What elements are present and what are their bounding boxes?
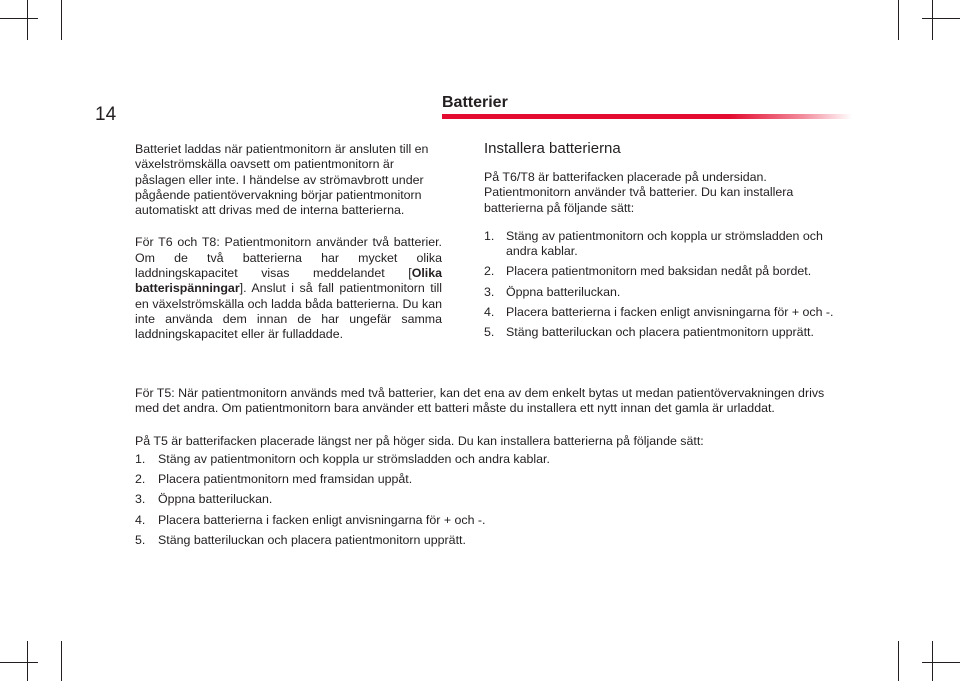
crop-mark-bottom-right-v1: [898, 641, 899, 681]
page-number: 14: [95, 104, 117, 125]
crop-mark-bottom-left-v2: [61, 641, 62, 681]
step-text: Stäng batteriluckan och placera patientmonitorn upprätt.: [158, 533, 466, 548]
step-number: 4.: [135, 512, 146, 527]
crop-mark-bottom-right-v2: [932, 641, 933, 681]
step-number: 1.: [484, 228, 495, 243]
list-item: [135, 452, 835, 467]
crop-mark-top-right-v2: [932, 0, 933, 40]
step-text: Öppna batteriluckan.: [506, 284, 621, 299]
t6-t8-paragraph: [135, 235, 442, 342]
crop-mark-bottom-right-h: [922, 662, 960, 663]
list-item: [484, 305, 854, 320]
crop-mark-top-left-h: [0, 18, 38, 19]
install-heading: Installera batterierna: [484, 140, 621, 157]
step-number: 3.: [135, 492, 146, 507]
step-number: 2.: [135, 472, 146, 487]
step-number: 2.: [484, 264, 495, 279]
section-title: Batterier: [442, 94, 508, 111]
step-text: Stäng av patientmonitorn och koppla ur strömsladden och andra kablar.: [506, 228, 823, 259]
left-column: [135, 142, 442, 343]
step-text: Stäng av patientmonitorn och koppla ur strömsladden och andra kablar.: [158, 451, 550, 466]
step-text: Placera patientmonitorn med baksidan nedåt på bordet.: [506, 264, 812, 279]
crop-mark-top-left-v2: [61, 0, 62, 40]
t5-section: [135, 386, 835, 548]
step-number: 1.: [135, 451, 146, 466]
crop-mark-bottom-left-h: [0, 662, 38, 663]
list-item: [484, 229, 854, 260]
message-name: Olika batterispänningar: [135, 266, 442, 296]
install-steps-t5: [135, 452, 835, 548]
header-accent-bar: [442, 114, 852, 119]
step-text: Placera batterierna i facken enligt anvisningarna för + och -.: [158, 512, 486, 527]
t6-t8-paragraph-end: ]. Anslut i så fall patientmonitorn till en växelströmskälla och ladda båda batterierna. Du kan inte använda dem innan de har ungefär samma laddningskapacitet eller är fulladdade.: [135, 281, 442, 342]
right-column: [484, 140, 854, 341]
step-text: Öppna batteriluckan.: [158, 492, 273, 507]
crop-mark-top-right-v1: [898, 0, 899, 40]
step-number: 3.: [484, 284, 495, 299]
t6-t8-paragraph-start: För T6 och T8: Patientmonitorn använder två batterier. Om de två batterierna har mycket olika laddningskapacitet visas meddelandet [: [135, 235, 442, 281]
list-item: [135, 513, 835, 528]
install-steps-t6-t8: [484, 229, 854, 341]
step-number: 5.: [135, 533, 146, 548]
crop-mark-bottom-left-v1: [27, 641, 28, 681]
install-intro: På T6/T8 är batterifacken placerade på undersidan. Patientmonitorn använder två batterier. Du kan installera batterierna på följande sätt:: [484, 170, 794, 215]
t5-paragraph: För T5: När patientmonitorn används med två batterier, kan det ena av dem enkelt bytas ut medan patientövervakningen drivs med det andra. Om patientmonitorn bara använder ett batteri måste du installera ett nytt innan det gamla är urladdat.: [135, 386, 825, 416]
step-text: Stäng batteriluckan och placera patientmonitorn upprätt.: [506, 325, 814, 340]
list-item: [135, 472, 835, 487]
step-text: Placera patientmonitorn med framsidan uppåt.: [158, 472, 413, 487]
list-item: [484, 325, 854, 340]
t5-install-intro: På T5 är batterifacken placerade längst ner på höger sida. Du kan installera batterierna på följande sätt:: [135, 433, 704, 448]
step-number: 4.: [484, 305, 495, 320]
step-text: Placera batterierna i facken enligt anvisningarna för + och -.: [506, 305, 834, 320]
step-number: 5.: [484, 325, 495, 340]
crop-mark-top-right-h: [922, 18, 960, 19]
list-item: [135, 533, 835, 548]
intro-paragraph: Batteriet laddas när patientmonitorn är ansluten till en växelströmskälla oavsett om patientmonitorn är påslagen eller inte. I händelse av strömavbrott under pågående patientövervakning börjar patientmonitorn automatiskt att drivas med de interna batterierna.: [135, 142, 429, 218]
crop-mark-top-left-v1: [27, 0, 28, 40]
list-item: [484, 285, 854, 300]
list-item: [135, 492, 835, 507]
list-item: [484, 264, 854, 279]
